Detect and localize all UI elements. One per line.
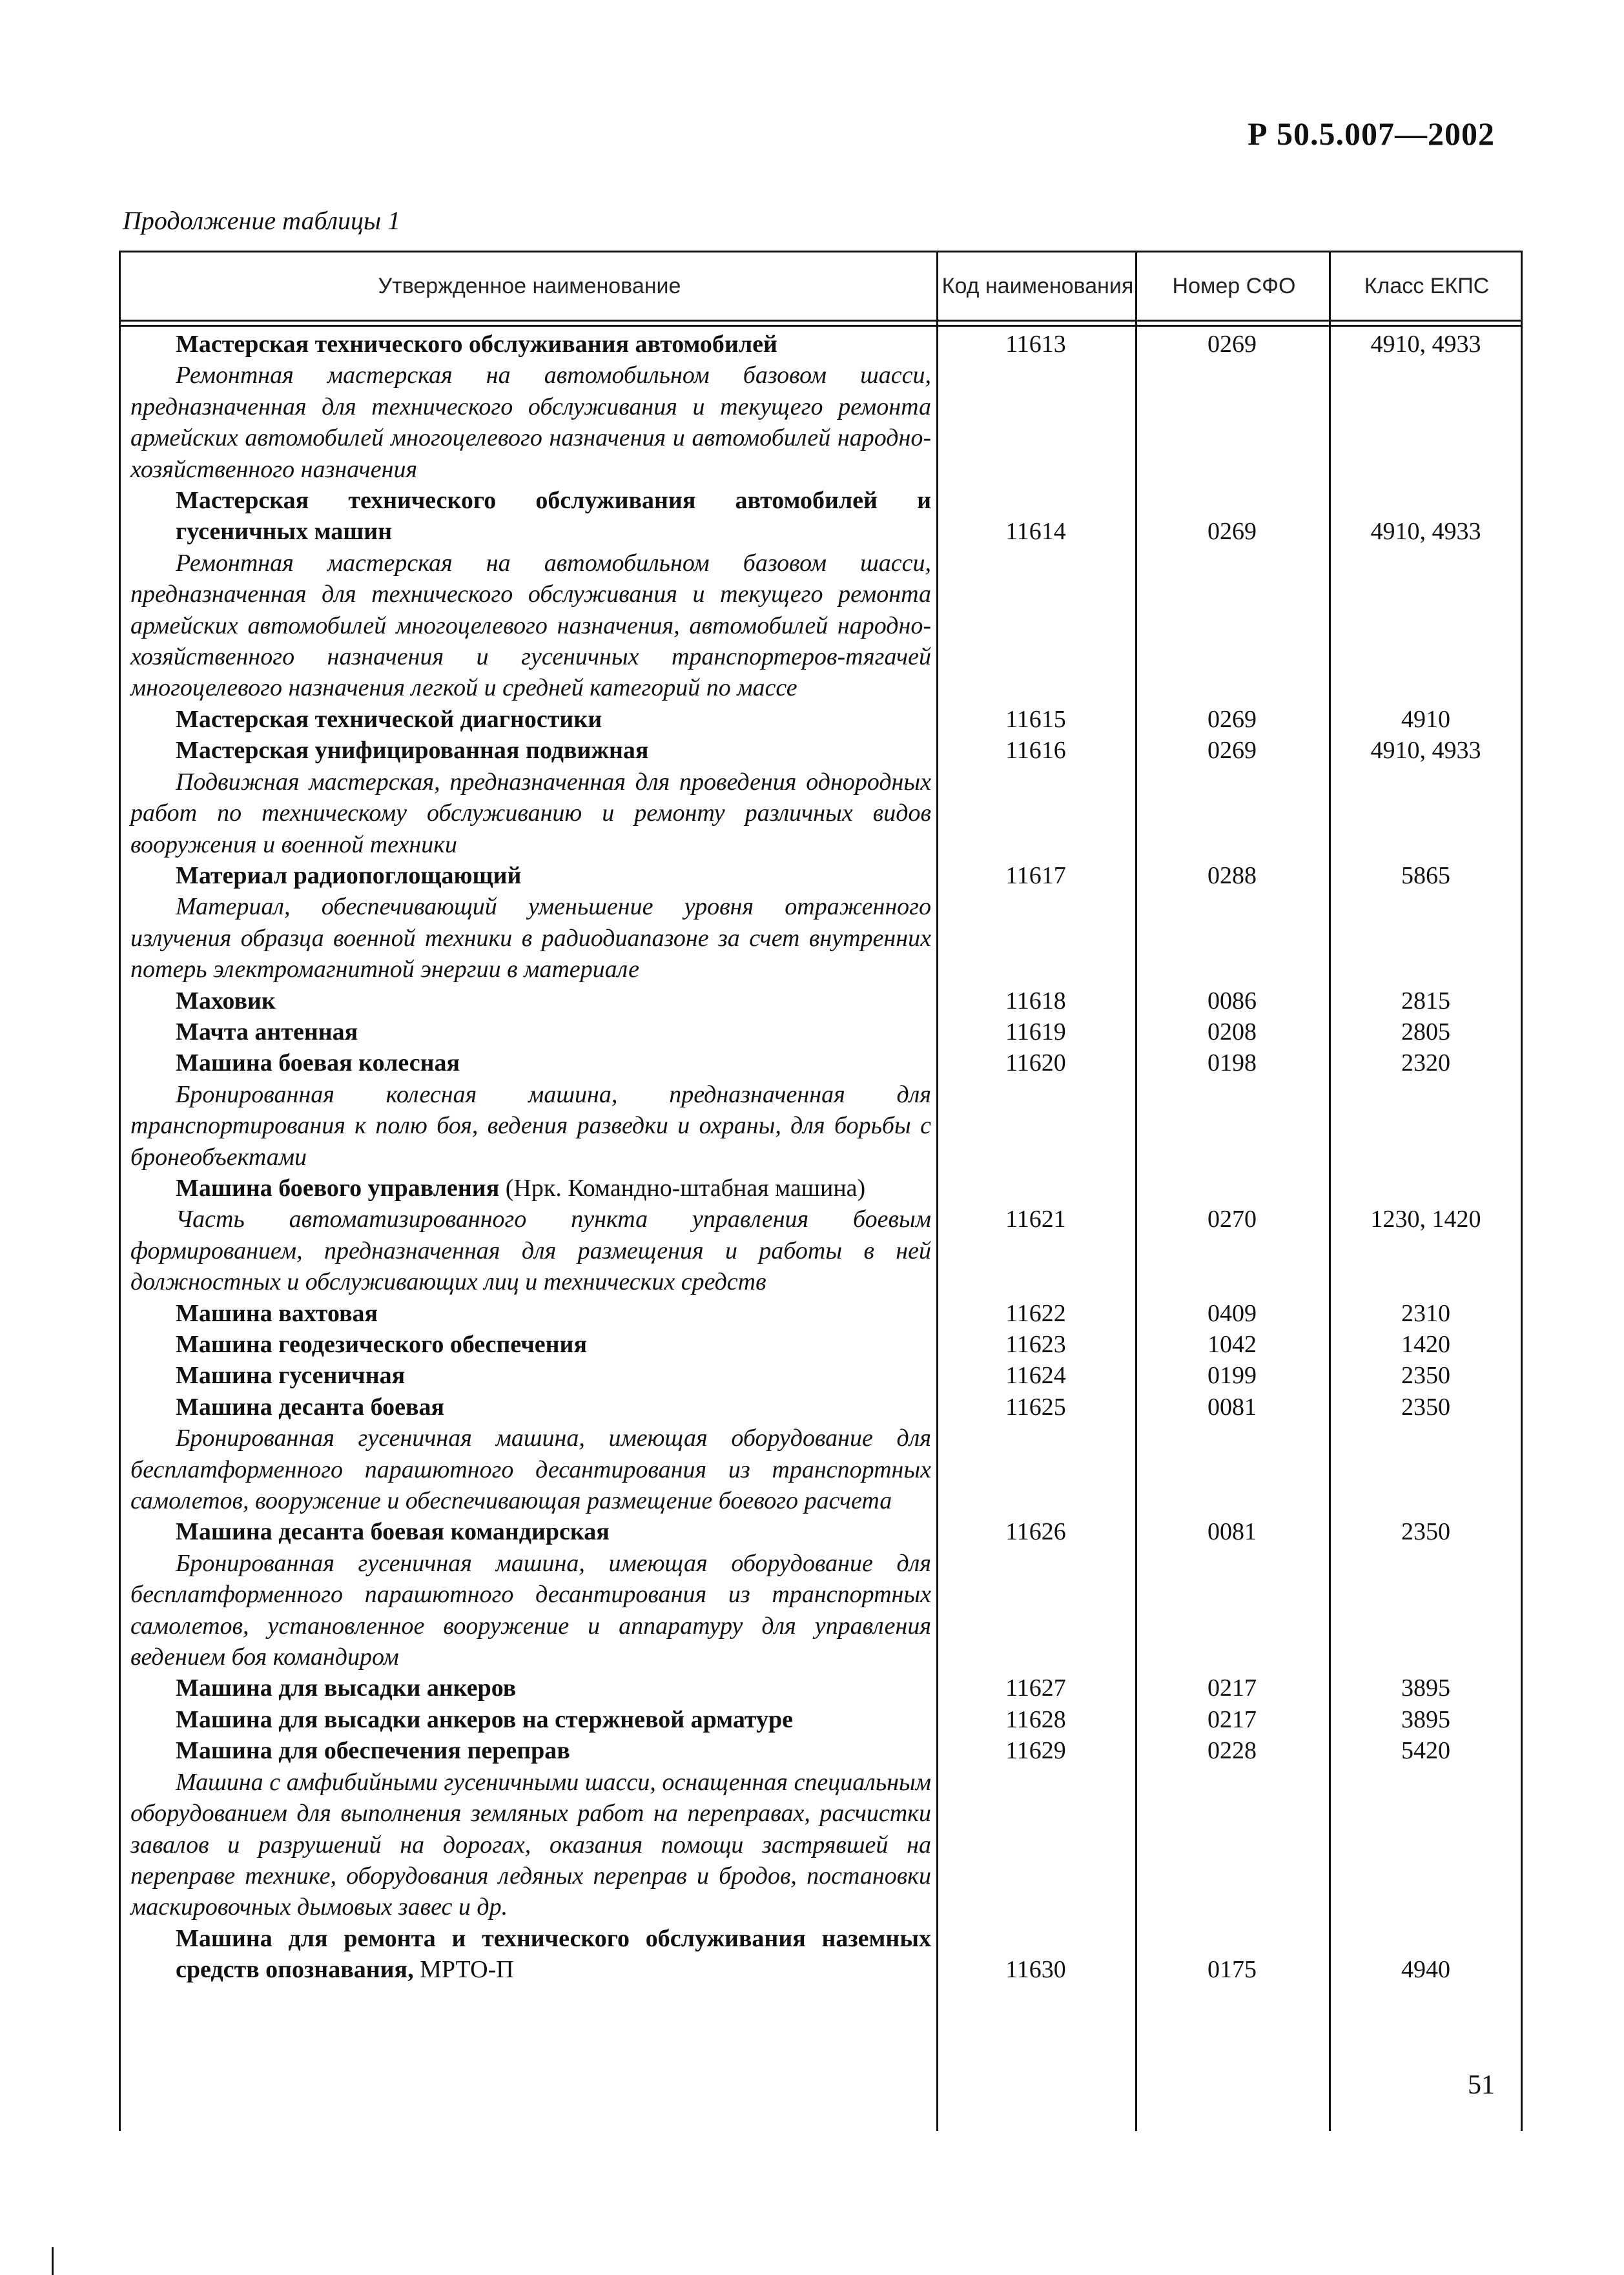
entry-name-cell: [119, 1016, 936, 1047]
entry-title: [130, 1673, 931, 1704]
entry-title-text: Материал радиопоглощающий: [176, 861, 522, 889]
entry-name-cell: [119, 1329, 936, 1360]
entry-description: Бронированная гусеничная машина, имеющая оборудование для бесплатформенного парашютного десантирования из транспортных самолетов, установленное вооружение и аппаратуру для управления ведением боя командиром: [130, 1549, 931, 1671]
table-row: [119, 1016, 1523, 1047]
ekps-cell-value: 4910, 4933: [1370, 331, 1481, 358]
sfo-cell-value: 1042: [1208, 1331, 1257, 1358]
code-cell: [936, 1704, 1135, 1735]
sfo-cell-value: 0269: [1208, 737, 1257, 765]
ekps-cell: [1329, 1298, 1523, 1329]
table-row: [119, 704, 1523, 735]
entry-title-text: Машина гусеничная: [176, 1362, 406, 1390]
entry-name-cell: [119, 1047, 936, 1173]
ekps-cell-value: 2320: [1401, 1049, 1450, 1077]
ekps-cell-value: 3895: [1401, 1674, 1450, 1702]
ekps-cell-value: 2815: [1401, 987, 1450, 1014]
code-cell: [936, 329, 1135, 485]
ekps-cell-value: 4910: [1401, 705, 1450, 733]
sfo-cell: [1135, 1047, 1329, 1173]
table-row: [119, 1298, 1523, 1329]
entry-title: [130, 1735, 931, 1766]
sfo-cell-value: 0269: [1208, 705, 1257, 733]
ekps-cell-value: 5865: [1401, 861, 1450, 889]
ekps-cell-value: 3895: [1401, 1705, 1450, 1733]
sfo-cell: [1135, 1735, 1329, 1922]
entry-name-cell: [119, 1735, 936, 1922]
ekps-cell: [1329, 1047, 1523, 1173]
ekps-cell-value: 2310: [1401, 1299, 1450, 1327]
sfo-cell-value: 0270: [1208, 1206, 1257, 1233]
entry-description: Ремонтная мастерская на автомобильном базовом шасси, предназначенная для технического обслуживания и текущего ремонта армейских автомобилей многоцелевого назначения и автомобилей народно-хозяйственного назначения: [130, 362, 931, 483]
entry-title: [130, 1516, 931, 1547]
column-header-sfo: Номер СФО: [1172, 273, 1296, 298]
table: [119, 251, 1523, 2131]
entry-title-text: Мачта антенная: [176, 1018, 358, 1045]
entry-title-text: Машина геодезического обеспечения: [176, 1331, 588, 1358]
code-cell-value: 11628: [1005, 1705, 1066, 1733]
ekps-cell-value: 2350: [1401, 1393, 1450, 1421]
entry-title-text: Машина боевого управления: [176, 1174, 500, 1202]
code-cell-value: 11621: [1005, 1206, 1066, 1233]
entry-title: [130, 1329, 931, 1360]
entry-title-text: Машина десанта боевая командирская: [176, 1518, 610, 1546]
header-double-rule: [119, 322, 1523, 327]
ekps-cell: [1329, 485, 1523, 704]
code-cell: [936, 1298, 1135, 1329]
entry-title: [130, 1016, 931, 1047]
ekps-cell-value: 1230, 1420: [1370, 1206, 1481, 1233]
entry-name-cell: [119, 1516, 936, 1673]
entry-title-text: Машина для ремонта и технического обслуживания наземных средств опознавания,: [176, 1924, 931, 1984]
column-header-ekps: Класс ЕКПС: [1364, 273, 1490, 298]
sfo-cell: [1135, 1016, 1329, 1047]
ekps-cell-value: 2350: [1401, 1362, 1450, 1390]
code-cell-value: 11624: [1005, 1362, 1066, 1390]
entry-name-cell: [119, 735, 936, 860]
ekps-cell-value: 4910, 4933: [1370, 737, 1481, 765]
entry-description: Бронированная колесная машина, предназначенная для транспортирования к полю боя, ведения разведки и охраны, для борьбы с бронеобъектами: [130, 1080, 931, 1171]
table-row: [119, 860, 1523, 985]
sfo-cell-value: 0208: [1208, 1018, 1257, 1045]
table-row: [119, 1329, 1523, 1360]
table-row: [119, 1173, 1523, 1298]
code-cell: [936, 1392, 1135, 1517]
sfo-cell: [1135, 1673, 1329, 1704]
ekps-cell: [1329, 329, 1523, 485]
sfo-cell: [1135, 329, 1329, 485]
code-cell: [936, 1735, 1135, 1922]
sfo-cell: [1135, 1360, 1329, 1391]
entry-description: Бронированная гусеничная машина, имеющая оборудование для бесплатформенного парашютного десантирования из транспортных самолетов, вооружение и обеспечивающая размещение боевого расчета: [130, 1425, 931, 1515]
sfo-cell-value: 0269: [1208, 331, 1257, 358]
ekps-cell: [1329, 1329, 1523, 1360]
entry-title-text: Машина десанта боевая: [176, 1393, 445, 1421]
code-cell: [936, 704, 1135, 735]
entry-title-note: (Нрк. Командно-штабная машина): [499, 1174, 866, 1202]
entry-title: [130, 1173, 931, 1204]
code-cell-value: 11613: [1005, 331, 1066, 358]
sfo-cell-value: 0086: [1208, 987, 1257, 1014]
entry-title: [130, 735, 931, 766]
code-cell: [936, 1516, 1135, 1673]
table-header: [119, 251, 1523, 322]
sfo-cell-value: 0081: [1208, 1518, 1257, 1546]
sfo-cell-value: 0409: [1208, 1299, 1257, 1327]
ekps-cell-value: 1420: [1401, 1331, 1450, 1358]
entry-title: [130, 1392, 931, 1423]
ekps-cell: [1329, 1392, 1523, 1517]
code-cell-value: 11615: [1005, 705, 1066, 733]
entry-title-text: Машина боевая колесная: [176, 1049, 460, 1077]
entry-title: [130, 1298, 931, 1329]
entry-title-text: Машина вахтовая: [176, 1299, 378, 1327]
entry-title: [130, 1704, 931, 1735]
page-number: 51: [1468, 2070, 1495, 2100]
entry-name-cell: [119, 1298, 936, 1329]
ekps-cell-value: 2805: [1401, 1018, 1450, 1045]
entry-title-text: Мастерская унифицированная подвижная: [176, 737, 649, 765]
scan-margin-mark: [52, 2247, 54, 2275]
sfo-cell-value: 0199: [1208, 1362, 1257, 1390]
sfo-cell-value: 0175: [1208, 1956, 1257, 1984]
sfo-cell: [1135, 485, 1329, 704]
column-header-code: Код наименования: [941, 273, 1134, 298]
ekps-cell-value: 2350: [1401, 1518, 1450, 1546]
entry-title-text: Маховик: [176, 987, 276, 1014]
ekps-cell: [1329, 704, 1523, 735]
code-cell-value: 11619: [1005, 1018, 1066, 1045]
ekps-cell: [1329, 1673, 1523, 1704]
code-cell-value: 11617: [1005, 861, 1066, 889]
code-cell: [936, 1016, 1135, 1047]
entry-title: [130, 329, 931, 360]
entry-name-cell: [119, 1360, 936, 1391]
code-cell-value: 11623: [1005, 1331, 1066, 1358]
table-row: [119, 985, 1523, 1016]
table-row: [119, 1704, 1523, 1735]
ekps-cell-value: 4940: [1401, 1956, 1450, 1984]
sfo-cell-value: 0228: [1208, 1737, 1257, 1765]
sfo-cell: [1135, 1392, 1329, 1517]
code-cell-value: 11625: [1005, 1393, 1066, 1421]
entry-name-cell: [119, 1173, 936, 1298]
sfo-cell: [1135, 1516, 1329, 1673]
ekps-cell: [1329, 860, 1523, 985]
entry-title-note: МРТО-П: [413, 1956, 514, 1984]
entry-name-cell: [119, 1392, 936, 1517]
sfo-cell: [1135, 1298, 1329, 1329]
sfo-cell: [1135, 985, 1329, 1016]
table-continuation-caption: Продолжение таблицы 1: [123, 206, 401, 235]
table-body: [119, 329, 1523, 1986]
code-cell: [936, 985, 1135, 1016]
ekps-cell: [1329, 1360, 1523, 1391]
sfo-cell-value: 0217: [1208, 1705, 1257, 1733]
entry-title: [130, 1360, 931, 1391]
entry-title: [130, 1047, 931, 1078]
table-row: [119, 1923, 1523, 1986]
entry-name-cell: [119, 985, 936, 1016]
sfo-cell: [1135, 704, 1329, 735]
code-cell-value: 11618: [1005, 987, 1066, 1014]
entry-name-cell: [119, 1704, 936, 1735]
code-cell: [936, 735, 1135, 860]
sfo-cell: [1135, 1173, 1329, 1298]
ekps-cell: [1329, 735, 1523, 860]
column-header-name: Утвержденное наименование: [378, 273, 681, 298]
entry-description: Подвижная мастерская, предназначенная для проведения однородных работ по техническому обслуживанию и ремонту различных видов вооружения и военной техники: [130, 768, 931, 858]
ekps-cell: [1329, 1704, 1523, 1735]
ekps-cell: [1329, 1016, 1523, 1047]
code-cell-value: 11614: [1005, 518, 1066, 546]
table-row: [119, 735, 1523, 860]
sfo-cell-value: 0269: [1208, 518, 1257, 546]
code-cell: [936, 1173, 1135, 1298]
sfo-cell: [1135, 1923, 1329, 1986]
code-cell: [936, 485, 1135, 704]
code-cell: [936, 860, 1135, 985]
document-code: Р 50.5.007—2002: [1247, 116, 1495, 152]
entry-title-text: Машина для высадки анкеров: [176, 1674, 517, 1702]
sfo-cell: [1135, 735, 1329, 860]
entry-title-text: Машина для высадки анкеров на стержневой арматуре: [176, 1705, 794, 1733]
entry-name-cell: [119, 485, 936, 704]
entry-name-cell: [119, 1923, 936, 1986]
code-cell-value: 11627: [1005, 1674, 1066, 1702]
entry-title-text: Мастерская технической диагностики: [176, 705, 602, 733]
sfo-cell: [1135, 1329, 1329, 1360]
sfo-cell-value: 0081: [1208, 1393, 1257, 1421]
sfo-cell: [1135, 860, 1329, 985]
entry-title-text: Мастерская технического обслуживания автомобилей и гусеничных машин: [176, 487, 931, 546]
code-cell-value: 11630: [1005, 1956, 1066, 1984]
ekps-cell: [1329, 1735, 1523, 1922]
ekps-cell: [1329, 1923, 1523, 1986]
entry-title-text: Машина для обеспечения переправ: [176, 1737, 570, 1765]
entry-title: [130, 985, 931, 1016]
ekps-cell: [1329, 985, 1523, 1016]
entry-name-cell: [119, 860, 936, 985]
code-cell: [936, 1329, 1135, 1360]
code-cell-value: 11629: [1005, 1737, 1066, 1765]
sfo-cell-value: 0217: [1208, 1674, 1257, 1702]
code-cell-value: 11620: [1005, 1049, 1066, 1077]
code-cell: [936, 1673, 1135, 1704]
ekps-cell-value: 4910, 4933: [1370, 518, 1481, 546]
table-row: [119, 485, 1523, 704]
entry-description: Ремонтная мастерская на автомобильном базовом шасси, предназначенная для технического обслуживания и текущего ремонта армейских автомобилей многоцелевого назначения, автомобилей народно-хозяйственного назначения и гусеничных транспортеров-тягачей многоцелевого назначения легкой и средней категорий по массе: [130, 549, 931, 702]
entry-title-text: Мастерская технического обслуживания автомобилей: [176, 331, 777, 358]
table-row: [119, 1047, 1523, 1173]
table-row: [119, 1516, 1523, 1673]
table-row: [119, 1673, 1523, 1704]
table-row: [119, 1392, 1523, 1517]
sfo-cell-value: 0288: [1208, 861, 1257, 889]
table-row: [119, 1360, 1523, 1391]
entry-title: [130, 704, 931, 735]
ekps-cell: [1329, 1516, 1523, 1673]
code-cell-value: 11626: [1005, 1518, 1066, 1546]
ekps-cell: [1329, 1173, 1523, 1298]
entry-name-cell: [119, 1673, 936, 1704]
entry-title: [130, 1923, 931, 1986]
entry-description: Материал, обеспечивающий уменьшение уровня отраженного излучения образца военной техники в радиодиапазоне за счет внутренних потерь электромагнитной энергии в материале: [130, 893, 931, 983]
entry-name-cell: [119, 329, 936, 485]
code-cell: [936, 1360, 1135, 1391]
code-cell: [936, 1047, 1135, 1173]
code-cell-value: 11616: [1005, 737, 1066, 765]
sfo-cell-value: 0198: [1208, 1049, 1257, 1077]
entry-title: [130, 485, 931, 548]
entry-title: [130, 860, 931, 891]
sfo-cell: [1135, 1704, 1329, 1735]
entry-description: Машина с амфибийными гусеничными шасси, оснащенная специальным оборудованием для выполнения земляных работ на переправах, расчистки завалов и разрушений на дорогах, оказания помощи застрявшей на переправе технике, оборудования ледяных переправ и бродов, постановки маскировочных дымовых завес и др.: [130, 1768, 931, 1921]
code-cell: [936, 1923, 1135, 1986]
table-row: [119, 1735, 1523, 1922]
ekps-cell-value: 5420: [1401, 1737, 1450, 1765]
entry-description: Часть автоматизированного пункта управления боевым формированием, предназначенная для размещения и работы в ней должностных и обслуживающих лиц и технических средств: [130, 1206, 931, 1296]
table-row: [119, 329, 1523, 485]
code-cell-value: 11622: [1005, 1299, 1066, 1327]
entry-name-cell: [119, 704, 936, 735]
